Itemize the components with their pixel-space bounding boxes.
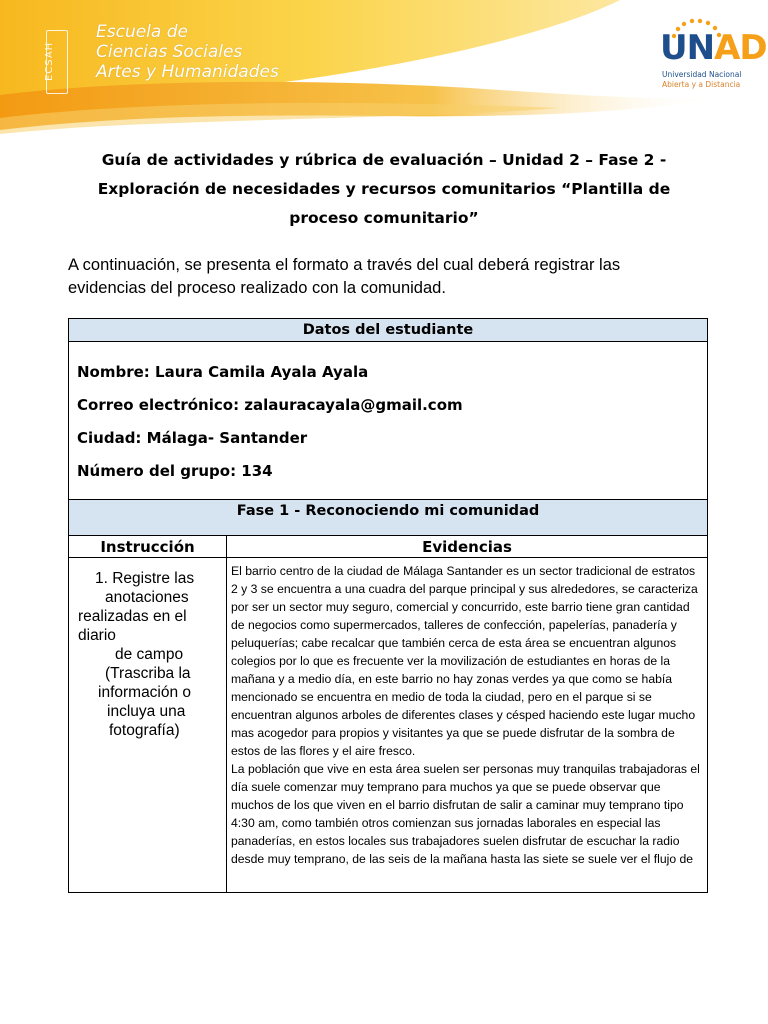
title-line-2: Exploración de necesidades y recursos comunitarios “Plantilla de [97,180,671,198]
instruction-line-2: anotaciones [105,589,189,606]
school-name-line-2: Ciencias Sociales [96,42,243,62]
evidence-paragraph-1: El barrio centro de la ciudad de Málaga Santander es un sector tradicional de estratos 2 y 3 se encuentra a una cuadra del parque principal y sus alrededores, se caracteriza por ser un sector muy seguro, comercial y concurrido, este barrio tiene gran cantidad de negocios como supermercados, talleres de confección, papelerías, panadería y peluquerías; cabe recalcar que también cerca de esta área se encuentran algunos colegios por lo que es frecuente ver la movilización de estudiantes en horas de la mañana y a medio día, en este barrio no hay zonas verdes ya que como se había mencionado se encuentra en medio de toda la ciudad, pero en el parque si se encuentran algunos arboles de diferentes clases y césped haciendo este lugar mucho mas acogedor para propios y visitantes ya que se puede disfrutar de la sombra de estos de las flores y el aire fresco. [231,564,698,758]
document-title [90,146,678,233]
evidence-cell [227,558,707,892]
instruction-line-3: realizadas en el [78,608,187,625]
header-banner [0,0,768,135]
instruction-line-9: fotografía) [109,722,180,739]
unad-subtitle-2: Abierta y a Distancia [662,80,741,89]
phase-header: Fase 1 - Reconociendo mi comunidad [69,500,707,536]
instruction-line-6: (Trascriba la [105,665,191,682]
school-name-line-1: Escuela de [96,22,188,42]
title-line-3: proceso comunitario” [289,209,479,227]
title-line-1: Guía de actividades y rúbrica de evaluación – Unidad 2 – Fase 2 - [101,151,667,169]
unad-ad: AD [714,28,767,68]
instruction-line-1: 1. Registre las [95,570,195,587]
instruction-cell [69,558,227,892]
field-email: Correo electrónico: zalauracayala@gmail.com [77,396,463,414]
col-header-evidence: Evidencias [227,536,707,558]
unad-subtitle-1: Universidad Nacional [662,70,742,79]
intro-paragraph [68,254,708,300]
instruction-line-8: incluya una [107,703,186,720]
evidence-paragraph-2: La población que vive en esta área suelen ser personas muy tranquilas trabajadoras el día suele comenzar muy temprano para muchos ya que se puede observar que muchos de los que viven en el barrio disfrutan de salir a caminar muy temprano tipo 4:30 am, como también otros comienzan sus jornadas laborales en especial las panaderías, en estos locales sus trabajadores suelen disfrutar de escuchar la radio desde muy temprano, de las seis de la mañana hasta las siete se suele ver el flujo de [231,762,700,866]
intro-line-1: A continuación, se presenta el formato a través del cual deberá registrar las [68,256,621,274]
unad-un: UN [660,28,715,68]
ecsah-label: ECSAH [44,41,55,81]
student-table [68,318,708,893]
field-city: Ciudad: Málaga- Santander [77,429,308,447]
instruction-line-4: diario [78,627,116,644]
field-group: Número del grupo: 134 [77,462,273,480]
intro-line-2: evidencias del proceso realizado con la comunidad. [68,279,446,297]
student-data-header: Datos del estudiante [69,319,707,342]
student-data-section [69,342,707,500]
field-name: Nombre: Laura Camila Ayala Ayala [77,363,369,381]
instruction-line-5: de campo [115,646,184,663]
unad-logo [660,18,767,98]
school-name-line-3: Artes y Humanidades [96,62,279,82]
instruction-line-7: información o [98,684,192,701]
col-header-instruction: Instrucción [69,536,227,558]
unad-wordmark [660,28,767,68]
